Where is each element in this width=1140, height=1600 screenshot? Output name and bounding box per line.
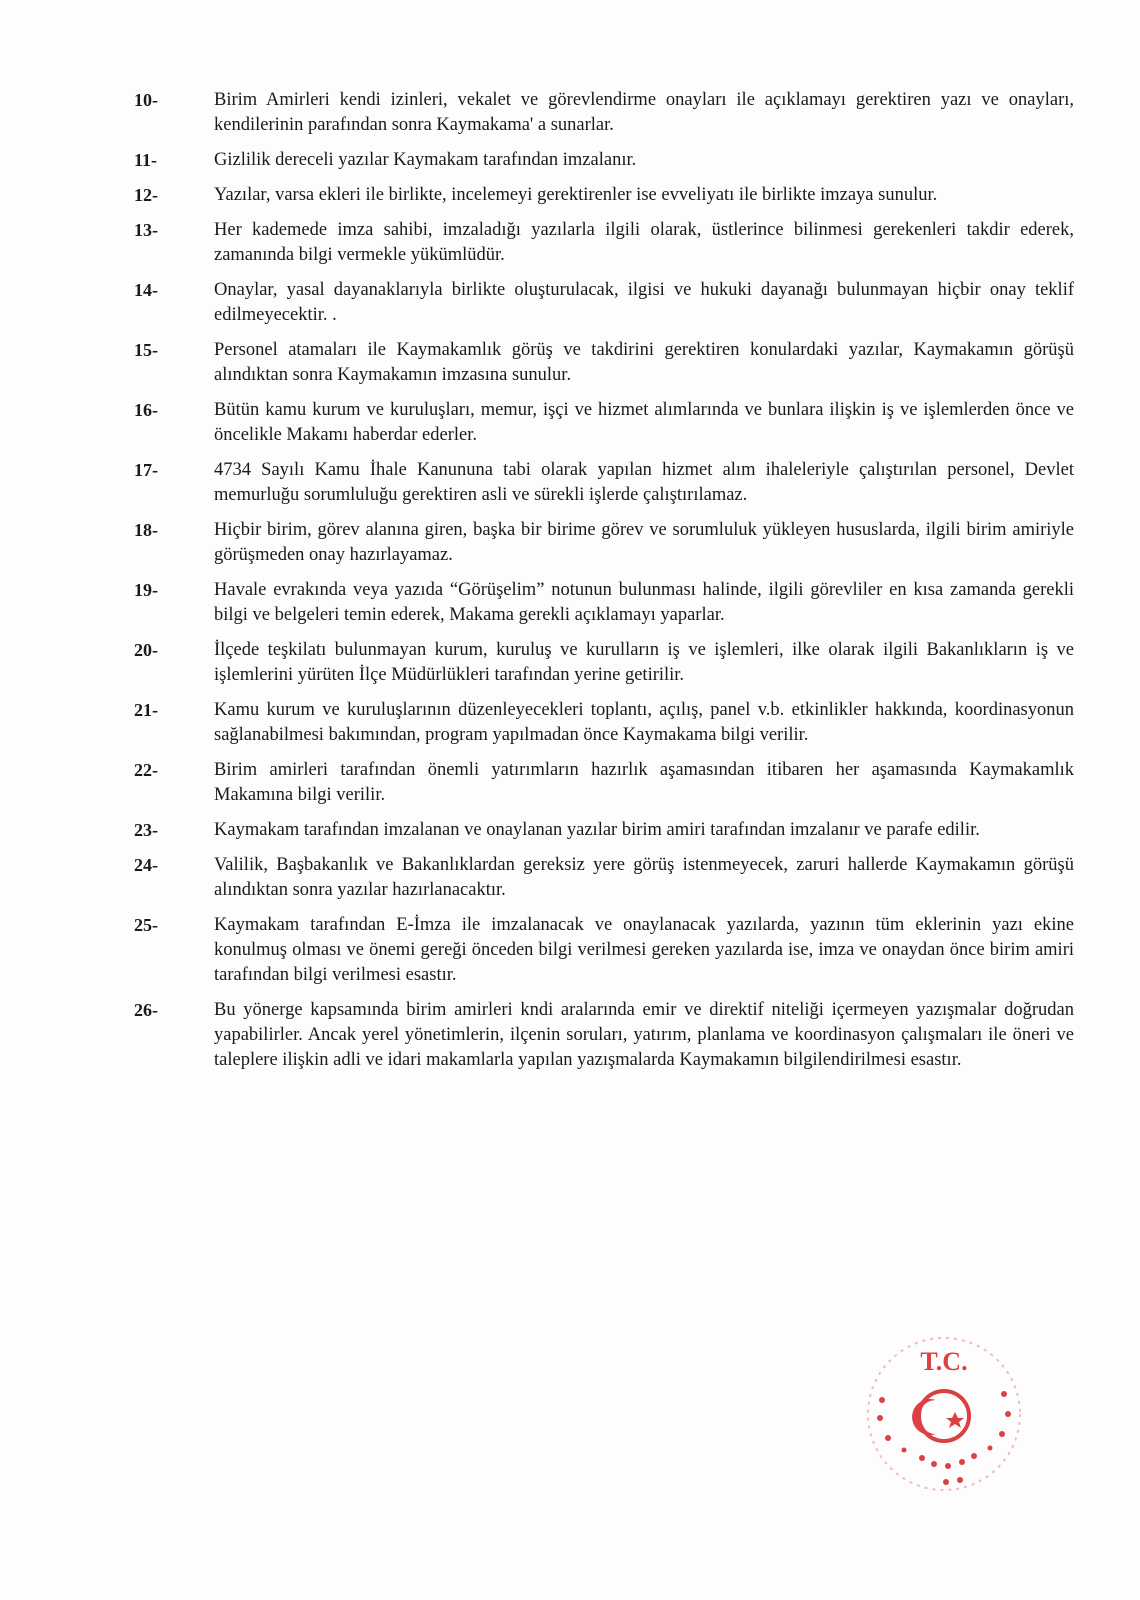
list-item — [134, 458, 1074, 508]
item-text: Birim Amirleri kendi izinleri, vekalet ve görevlendirme onayları ile açıklamayı gerektiren yazı ve onayları, kendilerinin parafından sonra Kaymakama' a sunarlar. — [214, 90, 1074, 135]
item-text: Bu yönerge kapsamında birim amirleri kndi aralarında emir ve direktif niteliği içermeyen yazışmalar doğrudan yapabilirler. Ancak yerel yönetimlerin, ilçenin soruları, yatırım, planlama ve koordinasyon çalışmaları ile öneri ve taleplere ilişkin adli ve idari makamlarla yapılan yazışmalarda Kaymakamın bilgilendirilmesi esastır. — [214, 1000, 1074, 1070]
list-item — [134, 698, 1074, 748]
seal-ornament-dots — [877, 1391, 1011, 1485]
item-number: 13- — [134, 220, 158, 240]
item-text: Valilik, Başbakanlık ve Bakanlıklardan gereksiz yere görüş istenmeyecek, zaruri hallerde Kaymakamın görüşü alındıktan sonra yazılar hazırlanacaktır. — [214, 855, 1074, 900]
item-number: 15- — [134, 340, 158, 360]
list-item — [134, 278, 1074, 328]
star-icon — [946, 1412, 964, 1428]
item-number: 22- — [134, 760, 158, 780]
item-text: Kaymakam tarafından E-İmza ile imzalanacak ve onaylanacak yazılarda, yazının tüm eklerinin yazı ekine konulmuş olması ve önemi gereği önceden bilgi verilmesi gereken yazılarda ise, imza ve onaydan önce birim amiri tarafından bilgi verilmesi esastır. — [214, 915, 1074, 985]
item-text: 4734 Sayılı Kamu İhale Kanununa tabi olarak yapılan hizmet alım ihaleleriyle çalıştırılan personel, Devlet memurluğu sorumluluğu gerektiren asli ve sürekli işlerde çalıştırılamaz. — [214, 460, 1074, 505]
list-item — [134, 998, 1074, 1073]
item-text: Gizlilik dereceli yazılar Kaymakam tarafından imzalanır. — [214, 150, 637, 170]
item-number: 10- — [134, 90, 158, 110]
item-text: Bütün kamu kurum ve kuruluşları, memur, işçi ve hizmet alımlarında ve bunlara ilişkin iş ve işlemlerden önce ve öncelikle Makamı haberdar ederler. — [214, 400, 1074, 445]
item-number: 20- — [134, 640, 158, 660]
list-item — [134, 148, 1074, 173]
list-item — [134, 638, 1074, 688]
item-number: 14- — [134, 280, 158, 300]
list-item — [134, 398, 1074, 448]
list-item — [134, 913, 1074, 988]
item-number: 18- — [134, 520, 158, 540]
list-item — [134, 218, 1074, 268]
item-text: Birim amirleri tarafından önemli yatırımların hazırlık aşamasından itibaren her aşamasında Kaymakamlık Makamına bilgi verilir. — [214, 760, 1074, 805]
list-item — [134, 518, 1074, 568]
list-item — [134, 758, 1074, 808]
item-text: Havale evrakında veya yazıda “Görüşelim” notunun bulunması halinde, ilgili görevliler en kısa zamanda gerekli bilgi ve belgeleri temin ederek, Makama gerekli açıklamayı yaparlar. — [214, 580, 1074, 625]
item-number: 16- — [134, 400, 158, 420]
item-text: Kamu kurum ve kuruluşlarının düzenleyecekleri toplantı, açılış, panel v.b. etkinlikler hakkında, koordinasyonun sağlanabilmesi bakımından, program yapılmadan önce Kaymakama bilgi verilir. — [214, 700, 1074, 745]
item-number: 11- — [134, 150, 158, 170]
item-number: 26- — [134, 1000, 158, 1020]
official-seal-stamp — [852, 1330, 1032, 1510]
list-item — [134, 853, 1074, 903]
item-number: 19- — [134, 580, 158, 600]
list-item — [134, 818, 1074, 843]
item-text: Yazılar, varsa ekleri ile birlikte, incelemeyi gerektirenler ise evveliyatı ile birlikte imzaya sunulur. — [214, 185, 938, 205]
item-text: Her kademede imza sahibi, imzaladığı yazılarla ilgili olarak, üstlerince bilinmesi gerekenleri takdir ederek, zamanında bilgi vermekle yükümlüdür. — [214, 220, 1074, 265]
item-text: Hiçbir birim, görev alanına giren, başka bir birime görev ve sorumluluk yükleyen hususlarda, ilgili birim amiriyle görüşmeden onay hazırlayamaz. — [214, 520, 1074, 565]
item-number: 21- — [134, 700, 158, 720]
item-text: Onaylar, yasal dayanaklarıyla birlikte oluşturulacak, ilgisi ve hukuki dayanağı bulunmayan hiçbir onay teklif edilmeyecektir. . — [214, 280, 1074, 325]
item-number: 12- — [134, 185, 158, 205]
crescent-icon — [912, 1399, 936, 1435]
item-number: 24- — [134, 855, 158, 875]
list-item — [134, 183, 1074, 208]
item-number: 23- — [134, 820, 158, 840]
item-text: İlçede teşkilatı bulunmayan kurum, kuruluş ve kurulların iş ve işlemleri, ilke olarak ilgili Bakanlıkların iş ve işlemlerini yürüten İlçe Müdürlükleri tarafından yerine getirilir. — [214, 640, 1074, 685]
list-item — [134, 338, 1074, 388]
item-text: Kaymakam tarafından imzalanan ve onaylanan yazılar birim amiri tarafından imzalanır ve parafe edilir. — [214, 820, 980, 840]
item-number: 17- — [134, 460, 158, 480]
list-item — [134, 578, 1074, 628]
seal-graphic — [852, 1330, 1032, 1510]
directive-list — [134, 88, 1074, 1083]
item-text: Personel atamaları ile Kaymakamlık görüş ve takdirini gerektiren konulardaki yazılar, Kaymakamın görüşü alındıktan sonra Kaymakamın imzasına sunulur. — [214, 340, 1074, 385]
item-number: 25- — [134, 915, 158, 935]
seal-text: T.C. — [920, 1347, 968, 1376]
list-item — [134, 88, 1074, 138]
